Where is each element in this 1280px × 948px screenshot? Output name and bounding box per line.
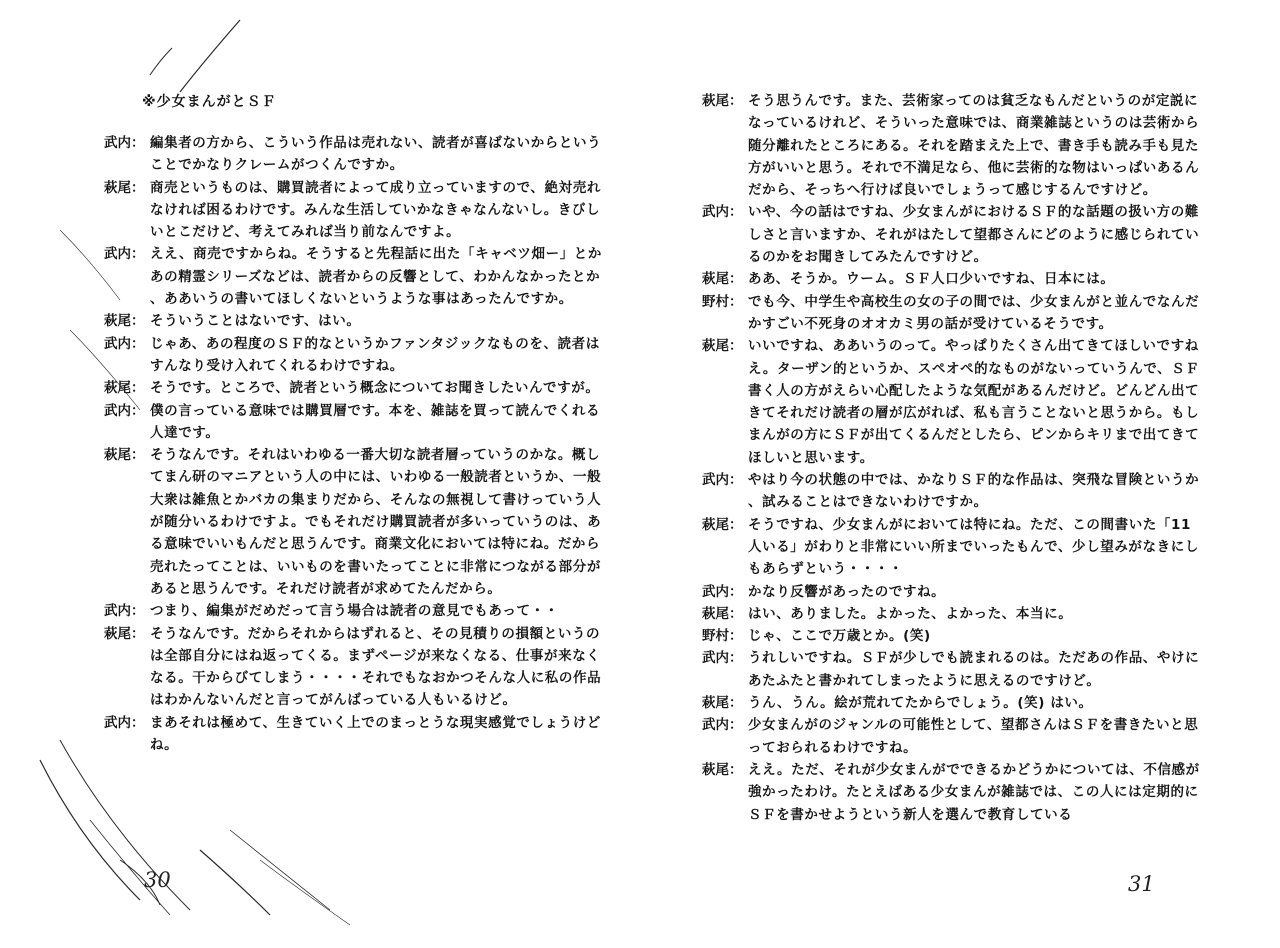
dialogue-turn xyxy=(104,243,604,310)
dialogue-turn xyxy=(702,291,1202,336)
speaker-label: 武内： xyxy=(702,650,743,667)
page-number-left: 30 xyxy=(144,868,171,892)
dialogue-turn xyxy=(104,400,604,445)
speech-text: 編集者の方から、こういう作品は売れない、読者が喜ばないからということでかなりクレームがつくんですか。 xyxy=(150,135,602,174)
speech-text: いいですね、ああいうのって。やっぱりたくさん出てきてほしいですねえ。ターザン的というか、スペオペ的なものがないっていうんで、ＳＦ書く人の方がえらい心配したような気配があるんだけど。どんどん出てきてそれだけ読者の層が広がれば、私も言うことないと思うから。もしまんがの方にＳＦが出てくるんだとしたら、ピンからキリまで出てきてほしいと思います。 xyxy=(748,338,1200,466)
dialogue-turn xyxy=(702,90,1202,201)
dialogue-turn xyxy=(702,514,1202,581)
dialogue-turn xyxy=(104,600,604,622)
speech-text: 僕の言っている意味では購買層です。本を、雑誌を買って読んでくれる人達です。 xyxy=(150,402,601,441)
speech-text: ええ、商売ですからね。そうすると先程話に出た「キャベツ畑ー」とかあの精霊シリーズなどは、読者からの反響として、わかんなかったとか、ああいうの書いてほしくないというような事はあったんですか。 xyxy=(150,246,603,308)
speaker-label: 萩尾： xyxy=(104,179,145,196)
dialogue-turn xyxy=(702,469,1202,514)
speaker-label: 萩尾： xyxy=(702,271,743,288)
speech-text: 商売というものは、購買読者によって成り立っていますので、絶対売れなければ困るわけです。みんな生活していかなきゃなんないし。きびしいとこだけど、考えてみれば当り前なんですよ。 xyxy=(150,179,601,241)
speech-text: ああ、そうか。ウーム。ＳＦ人口少いですね、日本には。 xyxy=(748,271,1115,288)
speaker-label: 武内： xyxy=(104,246,145,263)
section-heading: ※少女まんがとＳＦ xyxy=(142,94,277,110)
speech-text: じゃあ、あの程度のＳＦ的なというかファンタジックなものを、読者はすんなり受け入れてくれるわけですね。 xyxy=(150,335,600,374)
dialogue-turn xyxy=(104,310,604,332)
dialogue-turn xyxy=(104,444,604,600)
speech-text: やはり今の状態の中では、かなりＳＦ的な作品は、突飛な冒険というか、試みることはできないわけですか。 xyxy=(748,472,1200,511)
page-number-right: 31 xyxy=(1128,872,1155,896)
dialogue-turn xyxy=(702,581,1202,603)
dialogue-turn xyxy=(702,625,1202,647)
dialogue-turn xyxy=(702,692,1202,714)
right-dialogue xyxy=(702,90,1202,826)
speaker-label: 武内： xyxy=(104,335,145,352)
speaker-label: 萩尾： xyxy=(702,93,743,109)
speaker-label: 武内： xyxy=(104,135,145,151)
speaker-label: 萩尾： xyxy=(104,313,145,330)
speaker-label: 武内： xyxy=(702,472,743,489)
speaker-label: 野村： xyxy=(702,628,743,645)
speech-text: ええ。ただ、それが少女まんがでできるかどうかについては、不信感が強かったわけ。たとえばある少女まんが雑誌では、この人には定期的にＳＦを書かせようという新人を選んで教育している xyxy=(748,761,1200,823)
dialogue-turn xyxy=(702,335,1202,469)
speech-text: いや、今の話はですね、少女まんがにおけるＳＦ的な話題の扱い方の難しさと言いますか、それがはたして望都さんにどのように感じられているのかをお聞きしてみたんですけど。 xyxy=(748,204,1200,266)
speech-text: でも今、中学生や高校生の女の子の間では、少女まんがと並んでなんだかすごい不死身のオオカミ男の話が受けているそうです。 xyxy=(748,293,1200,332)
dialogue-turn xyxy=(104,623,604,712)
speech-text: まあそれは極めて、生きていく上でのまっとうな現実感覚でしょうけどね。 xyxy=(150,714,601,754)
left-dialogue xyxy=(104,132,604,756)
speaker-label: 野村： xyxy=(702,293,743,310)
speaker-label: 萩尾： xyxy=(702,761,743,778)
speaker-label: 萩尾： xyxy=(702,516,743,533)
speaker-label: 萩尾： xyxy=(702,695,743,712)
speaker-label: 武内： xyxy=(104,714,145,731)
speech-text: つまり、編集がだめだって言う場合は読者の意見でもあって・・ xyxy=(150,603,559,620)
speech-text: そうです。ところで、読者という概念についてお聞きしたいんですが。 xyxy=(150,380,600,397)
dialogue-turn xyxy=(104,712,604,757)
speaker-label: 武内： xyxy=(702,204,743,221)
dialogue-turn xyxy=(702,603,1202,625)
speaker-label: 萩尾： xyxy=(702,338,743,355)
speaker-label: 萩尾： xyxy=(702,605,743,622)
speaker-label: 武内： xyxy=(702,583,743,600)
dialogue-turn xyxy=(702,714,1202,759)
speech-text: そういうことはないです、はい。 xyxy=(150,313,361,330)
speaker-label: 武内： xyxy=(702,717,743,734)
speaker-label: 萩尾： xyxy=(104,380,145,397)
speaker-label: 萩尾： xyxy=(104,625,145,642)
speech-text: そうですね、少女まんがにおいては特にね。ただ、この間書いた「11人いる」がわりと非常にいい所までいったもんで、少し望みがなきにしもあらずという・・・・ xyxy=(748,516,1199,578)
speech-text: 少女まんがのジャンルの可能性として、望都さんはＳＦを書きたいと思っておられるわけですね。 xyxy=(748,717,1199,756)
dialogue-turn xyxy=(104,177,604,244)
speech-text: じゃ、ここで万歳とか。(笑) xyxy=(748,628,931,645)
speech-text: そうなんです。だからそれからはずれると、その見積りの損額というのは全部自分にはね返ってくる。まずページが来なくなる、仕事が来なくなる。干からびてしまう・・・・それでもなおかつそんな人に私の作品はわかんないんだと言ってがんばっている人もいるけど。 xyxy=(150,625,602,709)
speech-text: うん、うん。絵が荒れてたからでしょう。(笑) はい。 xyxy=(748,695,1093,712)
dialogue-turn xyxy=(702,201,1202,268)
dialogue-turn xyxy=(104,377,604,399)
speaker-label: 萩尾： xyxy=(104,447,145,464)
speech-text: うれしいですね。ＳＦが少しでも読まれるのは。ただあの作品、やけにあたふたと書かれてしまったように思えるのですけど。 xyxy=(748,650,1200,689)
dialogue-turn xyxy=(702,759,1202,826)
dialogue-turn xyxy=(702,647,1202,692)
speech-text: かなり反響があったのですね。 xyxy=(748,583,946,600)
speech-text: そう思うんです。また、芸術家ってのは貧乏なもんだというのが定説になっているけれど、そういった意味では、商業雑誌というのは芸術から随分離れたところにある。それを踏まえた上で、書き手も読み手も見た方がいいと思う。それで不満足なら、他に芸術的な物はいっぱいあるんだから、そっちへ行けば良いでしょうって感じするんですけど。 xyxy=(748,93,1200,199)
speech-text: はい、ありました。よかった、よかった、本当に。 xyxy=(748,605,1073,622)
speaker-label: 武内： xyxy=(104,603,145,620)
dialogue-turn xyxy=(104,132,604,177)
dialogue-turn xyxy=(104,333,604,378)
speech-text: そうなんです。それはいわゆる一番大切な読者層っていうのかな。概してまん研のマニアという人の中には、いわゆる一般読者というか、一般大衆は雑魚とかバカの集まりだから、そんなの無視して書けっていう人が随分いるわけですよ。でもそれだけ購買読者が多いっていうのは、ある意味でいいもんだと思うんです。商業文化においては特にね。だから売れたってことは、いいものを書いたってことに非常につながる部分があると思うんです。それだけ読者が求めてたんだから。 xyxy=(150,447,602,597)
speaker-label: 武内： xyxy=(104,402,145,419)
right-page xyxy=(640,0,1280,948)
dialogue-turn xyxy=(702,268,1202,290)
